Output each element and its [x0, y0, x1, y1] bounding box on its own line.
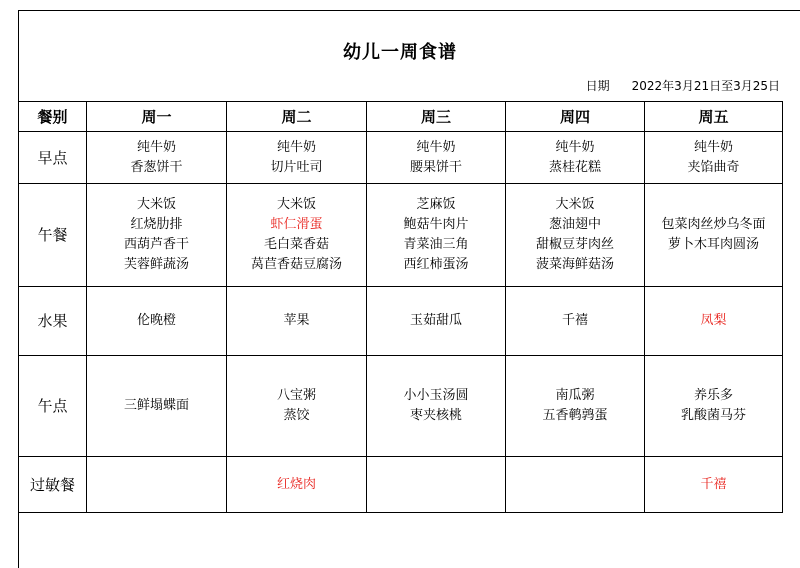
dish-item: 千禧: [561, 313, 588, 328]
dish-item: 乳酸菌马芬: [680, 408, 746, 423]
menu-cell: [227, 184, 367, 287]
dish-item: 凤梨: [700, 313, 727, 328]
dish-item: 红烧肉: [276, 476, 316, 492]
dish-item: 葱油翅中: [548, 217, 601, 232]
date-label: 日期: [585, 79, 610, 93]
menu-cell: [645, 457, 783, 513]
dish-item: 大米饭: [276, 197, 316, 212]
dish-item: 青菜油三角: [403, 237, 469, 252]
dish-item: 西葫芦香干: [123, 237, 189, 252]
menu-cell: [506, 356, 645, 457]
menu-cell: [506, 132, 645, 184]
menu-cell: [227, 287, 367, 356]
table-row: [19, 457, 783, 513]
menu-cell: [87, 287, 227, 356]
dish-item: 鲍菇牛肉片: [403, 217, 469, 232]
menu-cell: [87, 184, 227, 287]
dish-item: 三鲜塌蝶面: [123, 398, 189, 413]
meal-label: 午点: [19, 356, 87, 457]
menu-cell: [227, 132, 367, 184]
dish-item: 纯牛奶: [555, 139, 595, 155]
menu-cell: [506, 184, 645, 287]
meal-label: 过敏餐: [19, 457, 87, 513]
menu-body: [19, 132, 783, 513]
dish-item: 蒸饺: [283, 408, 310, 423]
dish-item: 八宝粥: [276, 388, 316, 403]
dish-item: 蒸桂花糕: [548, 159, 601, 175]
menu-cell: [367, 457, 506, 513]
dish-item: 大米饭: [555, 197, 595, 212]
dish-item: 枣夹核桃: [409, 408, 462, 423]
meal-label: 午餐: [19, 184, 87, 287]
menu-cell: [87, 457, 227, 513]
weekly-menu-table: [18, 101, 783, 513]
dish-item: 甜椒豆芽肉丝: [535, 237, 614, 252]
table-row: [19, 184, 783, 287]
dish-item: 西红柿蛋汤: [403, 257, 469, 272]
dish-item: 包菜肉丝炒乌冬面: [661, 217, 766, 232]
dish-item: 五香鹌鹑蛋: [542, 408, 608, 423]
day-header: 周五: [645, 102, 783, 132]
dish-item: 香葱饼干: [130, 159, 183, 175]
dish-item: 芝麻饭: [416, 197, 456, 212]
meal-label: 水果: [19, 287, 87, 356]
day-header: 周二: [227, 102, 367, 132]
dish-item: 虾仁滑蛋: [270, 217, 323, 232]
dish-item: 纯牛奶: [136, 139, 176, 155]
dish-item: 大米饭: [136, 197, 176, 212]
dish-item: 伦晚橙: [136, 313, 176, 328]
menu-cell: [645, 356, 783, 457]
table-row: [19, 287, 783, 356]
dish-item: 养乐多: [693, 388, 733, 403]
menu-cell: [87, 132, 227, 184]
menu-cell: [506, 287, 645, 356]
menu-cell: [227, 356, 367, 457]
dish-item: 菠菜海鲜菇汤: [535, 257, 614, 272]
dish-item: 玉茹甜瓜: [409, 313, 462, 328]
menu-cell: [367, 356, 506, 457]
header-row: [19, 102, 783, 132]
menu-cell: [645, 184, 783, 287]
menu-cell: [506, 457, 645, 513]
day-header: 周三: [367, 102, 506, 132]
dish-item: 毛白菜香菇: [263, 237, 329, 252]
dish-item: 切片吐司: [270, 159, 323, 175]
dish-item: 千禧: [700, 476, 727, 492]
dish-item: 纯牛奶: [693, 139, 733, 155]
day-header: 周一: [87, 102, 227, 132]
menu-cell: [227, 457, 367, 513]
menu-cell: [367, 287, 506, 356]
dish-item: 芙蓉鲜蔬汤: [123, 257, 189, 272]
table-row: [19, 356, 783, 457]
dish-item: 纯牛奶: [416, 139, 456, 155]
menu-cell: [367, 132, 506, 184]
menu-cell: [87, 356, 227, 457]
dish-item: 夹馅曲奇: [687, 159, 740, 175]
day-header: 周四: [506, 102, 645, 132]
table-row: [19, 132, 783, 184]
dish-item: 纯牛奶: [276, 139, 316, 155]
page-title: 幼儿一周食谱: [343, 42, 457, 63]
dish-item: 腰果饼干: [409, 159, 462, 175]
dish-item: 小小玉汤圆: [403, 388, 469, 403]
menu-cell: [645, 132, 783, 184]
dish-item: 红烧肋排: [130, 217, 183, 232]
meal-label: 早点: [19, 132, 87, 184]
corner-header: 餐别: [19, 102, 87, 132]
date-line: [586, 77, 780, 94]
dish-item: 萝卜木耳肉圆汤: [667, 237, 759, 252]
dish-item: 苹果: [283, 313, 310, 328]
menu-cell: [367, 184, 506, 287]
date-range: 2022年3月21日至3月25日: [631, 79, 780, 93]
dish-item: 莴苣香菇豆腐汤: [250, 257, 342, 272]
dish-item: 南瓜粥: [555, 388, 595, 403]
menu-cell: [645, 287, 783, 356]
